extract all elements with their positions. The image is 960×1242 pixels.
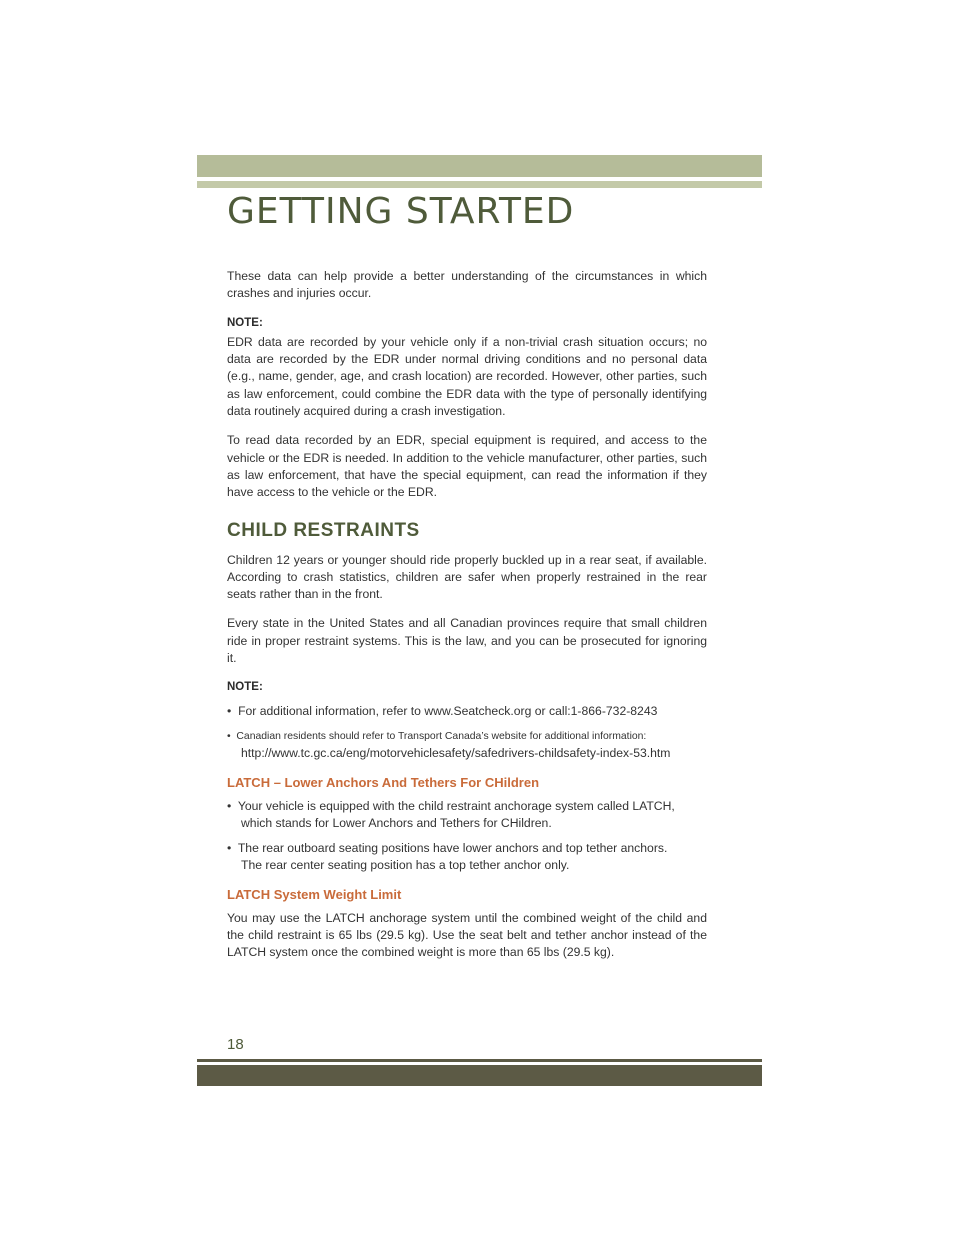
list-item: [227, 703, 707, 720]
paragraph: These data can help provide a better understanding of the circumstances in which crashes and injuries occur.: [227, 269, 707, 301]
paragraph: Children 12 years or younger should ride properly buckled up in a rear seat, if available. According to crash statistics, children are safer when properly restrained in the rear seats rather than in the front.: [227, 552, 707, 602]
section-title: GETTING STARTED: [227, 191, 575, 232]
list-item: [227, 798, 707, 833]
bullet-text-cont: The rear center seating position has a top tether anchor only.: [241, 858, 570, 873]
bullet-icon: •: [227, 798, 232, 813]
page-number: 18: [227, 1036, 244, 1053]
list-item: [227, 840, 707, 875]
bullet-icon: •: [227, 730, 231, 742]
header-band-thin: [197, 181, 762, 188]
bullet-text: The rear outboard seating positions have lower anchors and top tether anchors.: [237, 841, 668, 856]
bullet-icon: •: [227, 703, 232, 718]
footer-band: [197, 1065, 762, 1086]
heading-child-restraints: CHILD RESTRAINTS: [227, 519, 420, 541]
bullet-text: Your vehicle is equipped with the child restraint anchorage system called LATCH,: [237, 798, 675, 813]
list-item: [227, 728, 707, 763]
bullet-text-cont: which stands for Lower Anchors and Tethers for CHildren.: [241, 815, 552, 830]
page-content: [227, 268, 707, 974]
header-band: [197, 155, 762, 177]
bullet-text: For additional information, refer to www.Seatcheck.org or call:1-866-732-8243: [238, 703, 658, 718]
footer-rule: [197, 1059, 762, 1062]
bullet-icon: •: [227, 841, 232, 856]
heading-latch: LATCH – Lower Anchors And Tethers For CHildren: [227, 774, 540, 790]
link-text: http://www.tc.gc.ca/eng/motorvehiclesafety/safedrivers-childsafety-index-53.htm: [241, 746, 671, 761]
note-label: NOTE:: [227, 316, 263, 329]
bullet-text: Canadian residents should refer to Transport Canada’s website for additional information:: [236, 730, 647, 742]
paragraph: To read data recorded by an EDR, special equipment is required, and access to the vehicle or the EDR is needed. In addition to the vehicle manufacturer, other parties, such as law enforcement, that have the special equipment, can read the information if they have access to the vehicle or the EDR.: [227, 433, 707, 500]
paragraph: Every state in the United States and all Canadian provinces require that small children ride in proper restraint systems. This is the law, and you can be prosecuted for ignoring it.: [227, 616, 707, 666]
paragraph: You may use the LATCH anchorage system until the combined weight of the child and the child restraint is 65 lbs (29.5 kg). Use the seat belt and tether anchor instead of the LATCH system once the combined weight is more than 65 lbs (29.5 kg).: [227, 910, 707, 960]
note-text: EDR data are recorded by your vehicle only if a non-trivial crash situation occurs; no data are recorded by the EDR under normal driving conditions and no personal data (e.g., name, gender, age, and crash location) are recorded. However, other parties, such as law enforcement, could combine the EDR data with the type of personally identifying data routinely acquired during a crash investigation.: [227, 334, 707, 419]
heading-weight-limit: LATCH System Weight Limit: [227, 886, 402, 902]
note-label: NOTE:: [227, 681, 263, 694]
